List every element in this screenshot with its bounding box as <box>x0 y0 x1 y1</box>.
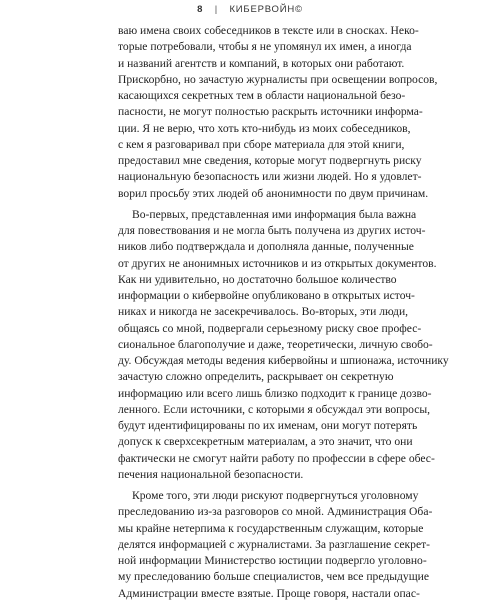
body-text <box>118 23 449 602</box>
text-line: общаясь со мной, подвергали серьезному риску свое профес- <box>118 321 422 335</box>
text-line: национальную безопасность или жизни людей. Но я удовлет- <box>118 170 422 184</box>
text-line: ников либо подтверждала и дополняла данные, полученные <box>118 240 414 254</box>
text-line: му преследованию больше специалистов, чем все предыдущие <box>118 570 429 584</box>
text-line: Кроме того, эти люди рискуют подвергнуться уголовному <box>132 489 419 502</box>
text-line: и названий агентств и компаний, в которых они работают. <box>118 56 405 70</box>
text-line: допуск к сверхсекретным материалам, а это значит, что они <box>118 435 413 449</box>
text-line: с кем я разговаривал при сборе материала для этой книги, <box>118 137 405 151</box>
text-line: будут идентифицированы по их именам, они могут потерять <box>118 419 418 432</box>
text-line: от других не анонимных источников и из открытых документов. <box>118 256 437 270</box>
text-line: ворил просьбу этих людей об анонимности по двум причинам. <box>118 186 429 200</box>
text-line: для повествования и не могла быть получена из других источ- <box>118 224 426 237</box>
paragraph <box>118 23 438 202</box>
paragraph <box>118 207 449 483</box>
text-line: сиональное благополучие и даже, теоретически, личную свобо- <box>118 337 433 351</box>
text-line: делятся информацией с журналистами. За разглашение секрет- <box>118 537 431 551</box>
page-number: 8 <box>197 4 204 15</box>
text-line: ленного. Если источники, с которыми я обсуждал эти вопросы, <box>118 402 431 416</box>
text-line: ции. Я не верю, что хоть кто-нибудь из моих собеседников, <box>118 121 411 135</box>
text-line: Прискорбно, но зачастую журналисты при освещении вопросов, <box>118 72 438 86</box>
paragraph <box>118 488 433 602</box>
text-line: предоставил мне сведения, которые могут подвергнуть риску <box>118 154 422 167</box>
text-line: фактически не смогут найти работу по профессии в сфере обес- <box>118 451 435 465</box>
text-line: преследованию из-за разговоров со мной. Администрация Оба- <box>118 505 433 519</box>
text-line: касающихся секретных тем в области национальной безо- <box>118 89 406 102</box>
text-line: ваю имена своих собеседников в тексте или в сносках. Неко- <box>118 24 419 37</box>
header-separator: | <box>214 4 218 15</box>
text-line: мы крайне нетерпима к государственным служащим, которые <box>118 521 424 535</box>
text-line: зачастую сложно определить, раскрывает он секретную <box>118 370 394 384</box>
text-line: Как ни удивительно, но достаточно большое количество <box>118 272 397 286</box>
text-line: ной информации Министерство юстиции подвергло уголовно- <box>118 554 427 567</box>
book-title: КИБЕРВОЙН© <box>229 4 303 15</box>
text-line: информации о кибервойне опубликовано в открытых источ- <box>118 289 415 302</box>
running-header <box>0 4 500 15</box>
text-line: пасности, не могут полностью раскрыть источники информа- <box>118 105 423 119</box>
text-line: ду. Обсуждая методы ведения кибервойны и шпионажа, источнику <box>118 354 449 367</box>
text-line: печения национальной безопасности. <box>118 467 304 481</box>
text-line: никах и никогда не засекречивалось. Во-вторых, эти люди, <box>118 305 409 319</box>
text-line: торые потребовали, чтобы я не упомянул их имен, а иногда <box>118 40 412 54</box>
text-line: Администрации вместе взятые. Проще говоря, настали опас- <box>118 586 420 600</box>
text-line: Во-первых, представленная ими информация была важна <box>132 207 417 221</box>
text-line: информацию или всего лишь близко подходит к границе дозво- <box>118 386 432 400</box>
